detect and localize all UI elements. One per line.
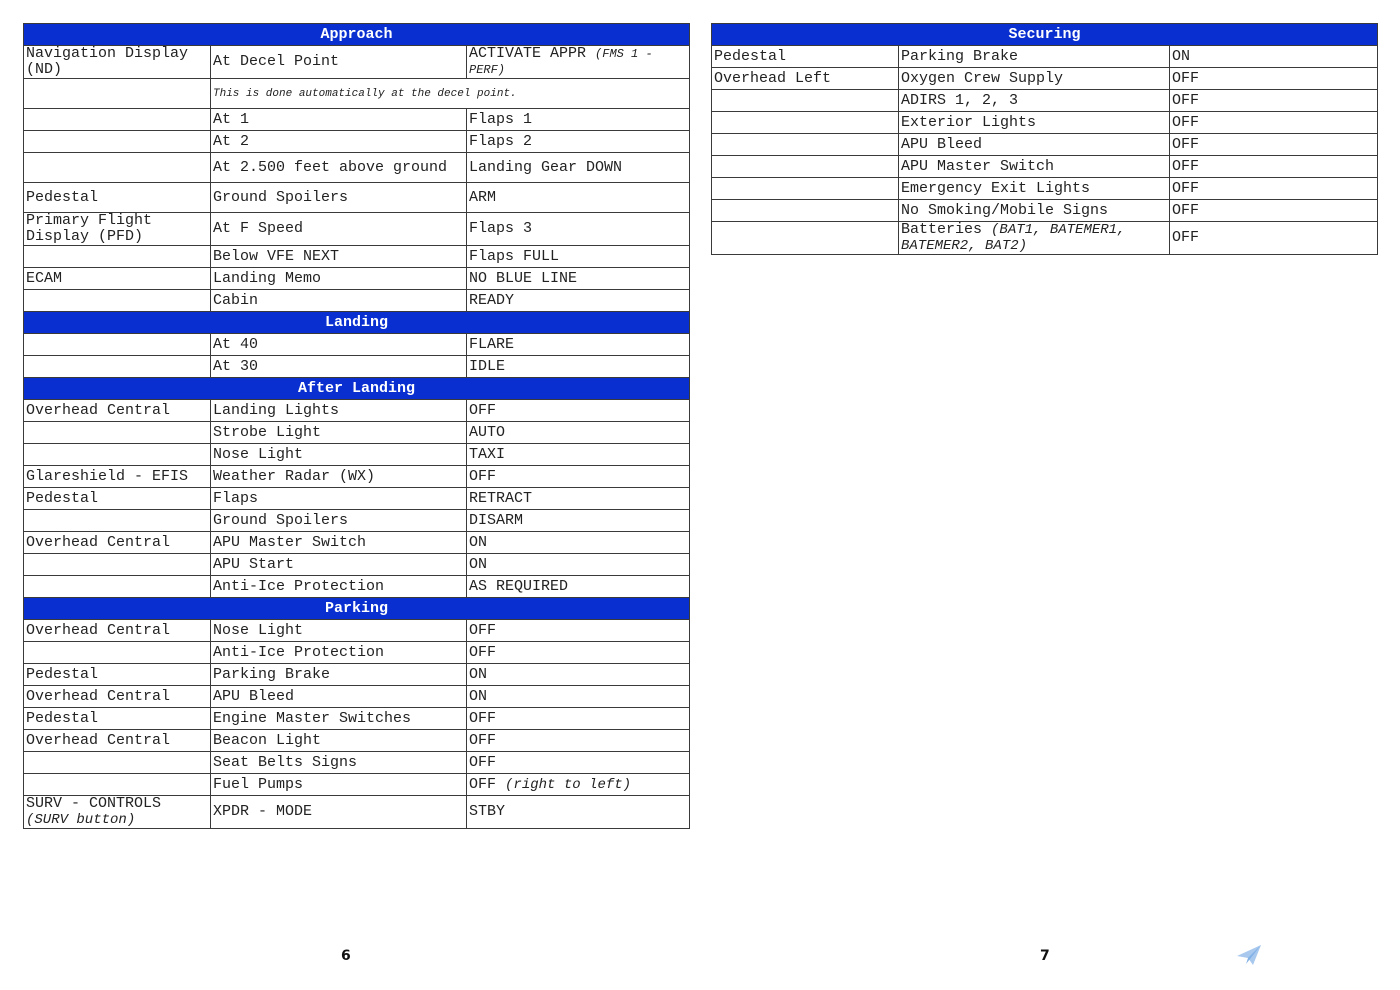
action-cell: OFF (467, 620, 690, 642)
action-cell: Landing Gear DOWN (467, 153, 690, 183)
item-cell: Anti-Ice Protection (211, 642, 467, 664)
action-cell: IDLE (467, 356, 690, 378)
location-cell (24, 290, 211, 312)
action-cell: OFF (1170, 222, 1378, 255)
action-cell: ON (1170, 46, 1378, 68)
right-checklist-table (711, 23, 1378, 255)
table-row (24, 708, 690, 730)
action-cell: OFF (1170, 112, 1378, 134)
action-cell: AUTO (467, 422, 690, 444)
action-note: (FMS 1 - PERF) (469, 47, 653, 77)
table-row (712, 46, 1378, 68)
section-header-after-landing (24, 378, 690, 400)
location-cell: Pedestal (712, 46, 899, 68)
location-cell: Pedestal (24, 488, 211, 510)
item-cell (899, 222, 1170, 255)
item-cell: At Decel Point (211, 46, 467, 79)
location-cell (24, 642, 211, 664)
action-cell: OFF (467, 466, 690, 488)
table-row (24, 488, 690, 510)
item-cell: APU Bleed (899, 134, 1170, 156)
location-cell (712, 156, 899, 178)
section-header-approach (24, 24, 690, 46)
action-cell: ON (467, 664, 690, 686)
item-cell: Landing Memo (211, 268, 467, 290)
item-cell: Parking Brake (211, 664, 467, 686)
section-title: Parking (24, 598, 690, 620)
action-cell: OFF (467, 642, 690, 664)
item-cell: Nose Light (211, 444, 467, 466)
section-header-parking (24, 598, 690, 620)
section-header-landing (24, 312, 690, 334)
table-row (24, 664, 690, 686)
action-cell: OFF (1170, 156, 1378, 178)
action-cell: OFF (1170, 68, 1378, 90)
table-row (24, 730, 690, 752)
table-row (24, 576, 690, 598)
action-text: ACTIVATE APPR (469, 45, 587, 62)
location-cell (24, 246, 211, 268)
section-title: Landing (24, 312, 690, 334)
action-cell (467, 774, 690, 796)
action-cell: OFF (467, 400, 690, 422)
item-note: (BAT1, BATEMER1, BATEMER2, BAT2) (901, 222, 1126, 254)
location-note: (SURV button) (26, 812, 136, 828)
location-cell (24, 510, 211, 532)
location-cell (24, 554, 211, 576)
section-title: Securing (712, 24, 1378, 46)
action-cell: Flaps 3 (467, 213, 690, 246)
action-cell: ARM (467, 183, 690, 213)
location-cell (712, 222, 899, 255)
table-row (24, 400, 690, 422)
table-row (24, 554, 690, 576)
item-cell: Beacon Light (211, 730, 467, 752)
section-title: Approach (24, 24, 690, 46)
action-cell: OFF (1170, 134, 1378, 156)
table-row (24, 131, 690, 153)
location-cell: Navigation Display (ND) (24, 46, 211, 79)
location-cell: Glareshield - EFIS (24, 466, 211, 488)
table-row (24, 686, 690, 708)
table-row (24, 620, 690, 642)
action-cell: OFF (467, 708, 690, 730)
table-row (24, 109, 690, 131)
location-cell (24, 422, 211, 444)
item-cell: Oxygen Crew Supply (899, 68, 1170, 90)
location-cell (24, 752, 211, 774)
location-cell: Primary Flight Display (PFD) (24, 213, 211, 246)
action-cell: Flaps 1 (467, 109, 690, 131)
location-cell (24, 131, 211, 153)
section-header-securing (712, 24, 1378, 46)
location-cell (24, 109, 211, 131)
paper-plane-icon (1236, 944, 1262, 966)
table-row (712, 178, 1378, 200)
item-cell: APU Master Switch (211, 532, 467, 554)
location-cell (712, 112, 899, 134)
item-cell: Below VFE NEXT (211, 246, 467, 268)
item-cell: Exterior Lights (899, 112, 1170, 134)
action-cell: AS REQUIRED (467, 576, 690, 598)
action-cell: TAXI (467, 444, 690, 466)
item-cell: APU Start (211, 554, 467, 576)
location-cell: ECAM (24, 268, 211, 290)
action-cell: STBY (467, 796, 690, 829)
action-cell: OFF (1170, 178, 1378, 200)
item-cell: Emergency Exit Lights (899, 178, 1170, 200)
location-text: SURV - CONTROLS (26, 795, 162, 812)
item-cell: Strobe Light (211, 422, 467, 444)
item-cell: XPDR - MODE (211, 796, 467, 829)
table-row (24, 79, 690, 109)
table-row (24, 213, 690, 246)
location-cell: Overhead Central (24, 686, 211, 708)
table-row (712, 112, 1378, 134)
table-row (24, 356, 690, 378)
item-cell: APU Bleed (211, 686, 467, 708)
action-cell: NO BLUE LINE (467, 268, 690, 290)
item-cell: Engine Master Switches (211, 708, 467, 730)
item-cell: Landing Lights (211, 400, 467, 422)
location-cell: Overhead Central (24, 400, 211, 422)
action-cell: ON (467, 686, 690, 708)
item-cell: Weather Radar (WX) (211, 466, 467, 488)
item-cell: Cabin (211, 290, 467, 312)
table-row (712, 156, 1378, 178)
action-cell: READY (467, 290, 690, 312)
item-cell: Seat Belts Signs (211, 752, 467, 774)
location-cell: Overhead Left (712, 68, 899, 90)
table-row (24, 153, 690, 183)
location-cell (712, 134, 899, 156)
table-row (712, 222, 1378, 255)
paper-plane-body (1237, 945, 1261, 965)
action-note: (right to left) (505, 776, 632, 793)
table-row (24, 422, 690, 444)
location-cell: Pedestal (24, 664, 211, 686)
item-cell: No Smoking/Mobile Signs (899, 200, 1170, 222)
table-row (712, 68, 1378, 90)
location-cell: Overhead Central (24, 532, 211, 554)
action-cell: ON (467, 554, 690, 576)
item-cell: Ground Spoilers (211, 183, 467, 213)
location-cell (712, 178, 899, 200)
table-row (24, 466, 690, 488)
item-cell: At 1 (211, 109, 467, 131)
item-cell: At 2.500 feet above ground (211, 153, 467, 183)
item-cell: At F Speed (211, 213, 467, 246)
item-cell: Anti-Ice Protection (211, 576, 467, 598)
location-cell: Overhead Central (24, 730, 211, 752)
location-cell: Pedestal (24, 708, 211, 730)
item-text: Batteries (901, 221, 983, 238)
page-number-left: 6 (341, 948, 351, 964)
table-row (24, 290, 690, 312)
table-row (24, 268, 690, 290)
item-cell: APU Master Switch (899, 156, 1170, 178)
location-cell (24, 356, 211, 378)
location-cell (24, 576, 211, 598)
item-cell: Nose Light (211, 620, 467, 642)
action-cell (467, 46, 690, 79)
table-row (24, 246, 690, 268)
left-checklist-table (23, 23, 690, 829)
location-cell (24, 153, 211, 183)
action-cell: OFF (1170, 90, 1378, 112)
table-row (24, 46, 690, 79)
table-row (24, 334, 690, 356)
table-row (24, 444, 690, 466)
action-text: OFF (469, 775, 497, 793)
item-cell: Ground Spoilers (211, 510, 467, 532)
section-title: After Landing (24, 378, 690, 400)
item-cell: At 40 (211, 334, 467, 356)
item-cell: Fuel Pumps (211, 774, 467, 796)
location-cell (24, 444, 211, 466)
location-cell: Overhead Central (24, 620, 211, 642)
table-row (712, 200, 1378, 222)
action-cell: Flaps 2 (467, 131, 690, 153)
action-cell: OFF (467, 730, 690, 752)
table-row (24, 642, 690, 664)
action-cell: Flaps FULL (467, 246, 690, 268)
location-cell (24, 334, 211, 356)
location-cell (24, 774, 211, 796)
table-row (24, 532, 690, 554)
location-cell (24, 796, 211, 829)
action-cell: RETRACT (467, 488, 690, 510)
location-cell (24, 79, 211, 109)
note-cell (211, 79, 690, 109)
item-cell: Parking Brake (899, 46, 1170, 68)
location-cell: Pedestal (24, 183, 211, 213)
action-cell: OFF (467, 752, 690, 774)
location-cell (712, 90, 899, 112)
action-cell: FLARE (467, 334, 690, 356)
table-row (712, 134, 1378, 156)
item-cell: At 30 (211, 356, 467, 378)
item-cell: At 2 (211, 131, 467, 153)
action-cell: OFF (1170, 200, 1378, 222)
action-cell: ON (467, 532, 690, 554)
item-cell: Flaps (211, 488, 467, 510)
table-row (24, 183, 690, 213)
table-row (712, 90, 1378, 112)
page-number-right: 7 (1040, 948, 1050, 964)
table-row (24, 774, 690, 796)
table-row (24, 510, 690, 532)
location-cell (712, 200, 899, 222)
table-row (24, 796, 690, 829)
table-row (24, 752, 690, 774)
item-note: This is done automatically at the decel point. (213, 88, 517, 100)
item-cell: ADIRS 1, 2, 3 (899, 90, 1170, 112)
action-cell: DISARM (467, 510, 690, 532)
